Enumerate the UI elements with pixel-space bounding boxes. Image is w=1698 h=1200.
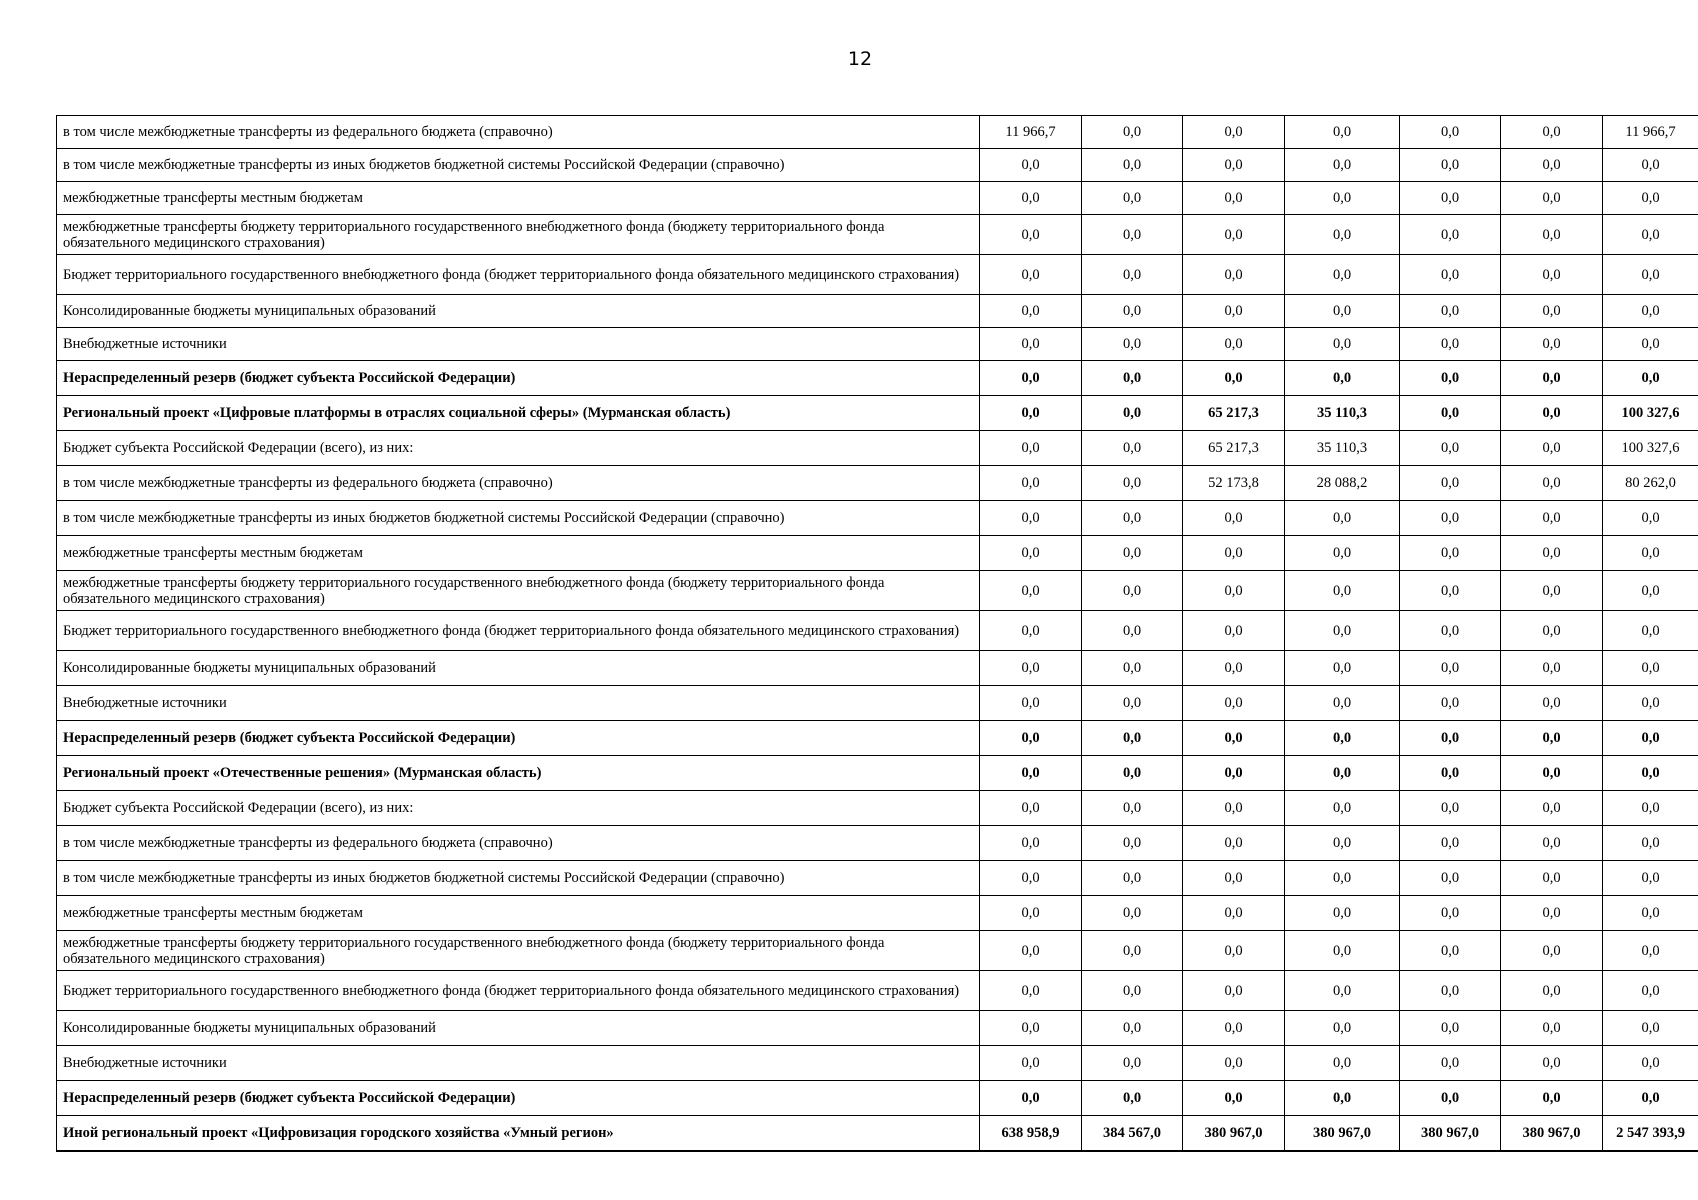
row-value-col-6: 0,0 bbox=[1501, 1081, 1603, 1116]
table-row bbox=[57, 1116, 1698, 1151]
row-value-col-5: 0,0 bbox=[1400, 896, 1501, 931]
row-value-col-7: 0,0 bbox=[1603, 149, 1698, 182]
row-value-col-1: 0,0 bbox=[980, 149, 1082, 182]
row-value-col-4: 0,0 bbox=[1285, 756, 1400, 791]
row-value-col-1: 0,0 bbox=[980, 611, 1082, 651]
row-label: Нераспределенный резерв (бюджет субъекта Российской Федерации) bbox=[57, 721, 980, 756]
row-value-col-6: 0,0 bbox=[1501, 361, 1603, 396]
row-value-col-2: 0,0 bbox=[1082, 328, 1183, 361]
row-label: Консолидированные бюджеты муниципальных образований bbox=[57, 1011, 980, 1046]
row-value-col-5: 0,0 bbox=[1400, 501, 1501, 536]
table-row bbox=[57, 1046, 1698, 1081]
row-value-col-4: 0,0 bbox=[1285, 536, 1400, 571]
row-value-col-4: 0,0 bbox=[1285, 328, 1400, 361]
row-value-col-7: 0,0 bbox=[1603, 1081, 1698, 1116]
row-value-col-5: 0,0 bbox=[1400, 611, 1501, 651]
row-value-col-5: 0,0 bbox=[1400, 536, 1501, 571]
row-value-col-7: 0,0 bbox=[1603, 791, 1698, 826]
row-value-col-3: 0,0 bbox=[1183, 896, 1285, 931]
row-value-col-5: 0,0 bbox=[1400, 116, 1501, 149]
row-value-col-6: 0,0 bbox=[1501, 536, 1603, 571]
row-value-col-6: 0,0 bbox=[1501, 721, 1603, 756]
table-row bbox=[57, 215, 1698, 255]
row-value-col-7: 0,0 bbox=[1603, 1046, 1698, 1081]
row-value-col-2: 0,0 bbox=[1082, 536, 1183, 571]
row-value-col-3: 65 217,3 bbox=[1183, 431, 1285, 466]
table-row bbox=[57, 896, 1698, 931]
row-value-col-4: 0,0 bbox=[1285, 791, 1400, 826]
row-value-col-1: 0,0 bbox=[980, 721, 1082, 756]
row-value-col-5: 0,0 bbox=[1400, 1011, 1501, 1046]
row-value-col-3: 0,0 bbox=[1183, 756, 1285, 791]
row-value-col-5: 0,0 bbox=[1400, 826, 1501, 861]
row-value-col-2: 0,0 bbox=[1082, 149, 1183, 182]
row-value-col-2: 0,0 bbox=[1082, 756, 1183, 791]
row-value-col-5: 0,0 bbox=[1400, 215, 1501, 255]
row-value-col-2: 0,0 bbox=[1082, 971, 1183, 1011]
row-value-col-2: 0,0 bbox=[1082, 791, 1183, 826]
row-value-col-7: 0,0 bbox=[1603, 328, 1698, 361]
row-value-col-3: 0,0 bbox=[1183, 651, 1285, 686]
row-value-col-2: 0,0 bbox=[1082, 466, 1183, 501]
row-value-col-3: 0,0 bbox=[1183, 1046, 1285, 1081]
table-row bbox=[57, 686, 1698, 721]
row-value-col-6: 380 967,0 bbox=[1501, 1116, 1603, 1151]
row-value-col-7: 100 327,6 bbox=[1603, 431, 1698, 466]
row-value-col-2: 0,0 bbox=[1082, 611, 1183, 651]
row-value-col-3: 0,0 bbox=[1183, 116, 1285, 149]
row-label: Консолидированные бюджеты муниципальных образований bbox=[57, 295, 980, 328]
row-value-col-4: 0,0 bbox=[1285, 295, 1400, 328]
row-value-col-7: 0,0 bbox=[1603, 756, 1698, 791]
row-value-col-2: 0,0 bbox=[1082, 826, 1183, 861]
row-label: межбюджетные трансферты местным бюджетам bbox=[57, 896, 980, 931]
row-value-col-4: 0,0 bbox=[1285, 686, 1400, 721]
row-value-col-1: 0,0 bbox=[980, 501, 1082, 536]
row-value-col-3: 0,0 bbox=[1183, 1011, 1285, 1046]
row-value-col-5: 0,0 bbox=[1400, 651, 1501, 686]
row-value-col-3: 0,0 bbox=[1183, 791, 1285, 826]
row-value-col-1: 0,0 bbox=[980, 1081, 1082, 1116]
row-value-col-7: 0,0 bbox=[1603, 861, 1698, 896]
table-row bbox=[57, 1081, 1698, 1116]
row-value-col-4: 0,0 bbox=[1285, 149, 1400, 182]
row-label: Внебюджетные источники bbox=[57, 1046, 980, 1081]
row-value-col-2: 0,0 bbox=[1082, 721, 1183, 756]
row-value-col-7: 0,0 bbox=[1603, 215, 1698, 255]
row-value-col-4: 35 110,3 bbox=[1285, 431, 1400, 466]
row-value-col-6: 0,0 bbox=[1501, 861, 1603, 896]
table-row bbox=[57, 149, 1698, 182]
row-value-col-6: 0,0 bbox=[1501, 149, 1603, 182]
table-row bbox=[57, 536, 1698, 571]
row-value-col-4: 0,0 bbox=[1285, 501, 1400, 536]
row-value-col-2: 0,0 bbox=[1082, 431, 1183, 466]
row-value-col-3: 52 173,8 bbox=[1183, 466, 1285, 501]
row-value-col-3: 0,0 bbox=[1183, 721, 1285, 756]
row-label: межбюджетные трансферты бюджету территориального государственного внебюджетного фонда (бюджету территориального фонда обязательного медицинского страхования) bbox=[57, 931, 980, 971]
row-value-col-2: 0,0 bbox=[1082, 182, 1183, 215]
row-value-col-6: 0,0 bbox=[1501, 255, 1603, 295]
row-value-col-3: 0,0 bbox=[1183, 215, 1285, 255]
row-value-col-5: 0,0 bbox=[1400, 182, 1501, 215]
row-value-col-5: 0,0 bbox=[1400, 756, 1501, 791]
row-value-col-1: 0,0 bbox=[980, 686, 1082, 721]
row-value-col-3: 0,0 bbox=[1183, 1081, 1285, 1116]
row-value-col-5: 0,0 bbox=[1400, 396, 1501, 431]
row-label: в том числе межбюджетные трансферты из федерального бюджета (справочно) bbox=[57, 826, 980, 861]
row-value-col-1: 0,0 bbox=[980, 255, 1082, 295]
row-value-col-1: 0,0 bbox=[980, 861, 1082, 896]
row-value-col-1: 0,0 bbox=[980, 1046, 1082, 1081]
row-value-col-4: 0,0 bbox=[1285, 931, 1400, 971]
table-row bbox=[57, 721, 1698, 756]
row-value-col-7: 100 327,6 bbox=[1603, 396, 1698, 431]
row-value-col-1: 0,0 bbox=[980, 295, 1082, 328]
row-value-col-4: 0,0 bbox=[1285, 116, 1400, 149]
row-value-col-3: 0,0 bbox=[1183, 571, 1285, 611]
row-label: межбюджетные трансферты местным бюджетам bbox=[57, 536, 980, 571]
table-row bbox=[57, 396, 1698, 431]
row-value-col-4: 35 110,3 bbox=[1285, 396, 1400, 431]
row-value-col-3: 0,0 bbox=[1183, 361, 1285, 396]
row-value-col-7: 0,0 bbox=[1603, 182, 1698, 215]
row-value-col-1: 0,0 bbox=[980, 215, 1082, 255]
row-value-col-7: 11 966,7 bbox=[1603, 116, 1698, 149]
row-value-col-7: 0,0 bbox=[1603, 255, 1698, 295]
row-value-col-4: 380 967,0 bbox=[1285, 1116, 1400, 1151]
table-row bbox=[57, 611, 1698, 651]
row-value-col-7: 0,0 bbox=[1603, 536, 1698, 571]
row-value-col-1: 0,0 bbox=[980, 361, 1082, 396]
row-value-col-4: 0,0 bbox=[1285, 651, 1400, 686]
row-label: Бюджет субъекта Российской Федерации (всего), из них: bbox=[57, 791, 980, 826]
row-value-col-7: 0,0 bbox=[1603, 361, 1698, 396]
table-row bbox=[57, 466, 1698, 501]
row-label: Внебюджетные источники bbox=[57, 328, 980, 361]
row-value-col-2: 0,0 bbox=[1082, 396, 1183, 431]
row-value-col-1: 0,0 bbox=[980, 756, 1082, 791]
row-value-col-3: 0,0 bbox=[1183, 826, 1285, 861]
row-label: в том числе межбюджетные трансферты из иных бюджетов бюджетной системы Российской Федерации (справочно) bbox=[57, 149, 980, 182]
row-value-col-3: 0,0 bbox=[1183, 611, 1285, 651]
row-value-col-1: 0,0 bbox=[980, 396, 1082, 431]
row-value-col-4: 0,0 bbox=[1285, 971, 1400, 1011]
row-value-col-4: 0,0 bbox=[1285, 571, 1400, 611]
row-value-col-6: 0,0 bbox=[1501, 295, 1603, 328]
row-value-col-3: 0,0 bbox=[1183, 686, 1285, 721]
row-value-col-2: 0,0 bbox=[1082, 361, 1183, 396]
table-row bbox=[57, 971, 1698, 1011]
row-value-col-5: 0,0 bbox=[1400, 328, 1501, 361]
row-label: Нераспределенный резерв (бюджет субъекта Российской Федерации) bbox=[57, 1081, 980, 1116]
table-row bbox=[57, 826, 1698, 861]
row-value-col-7: 0,0 bbox=[1603, 571, 1698, 611]
row-label: в том числе межбюджетные трансферты из федерального бюджета (справочно) bbox=[57, 116, 980, 149]
row-value-col-4: 0,0 bbox=[1285, 215, 1400, 255]
row-value-col-7: 0,0 bbox=[1603, 295, 1698, 328]
row-label: межбюджетные трансферты местным бюджетам bbox=[57, 182, 980, 215]
row-value-col-5: 0,0 bbox=[1400, 721, 1501, 756]
row-value-col-6: 0,0 bbox=[1501, 215, 1603, 255]
row-value-col-1: 0,0 bbox=[980, 651, 1082, 686]
row-value-col-2: 384 567,0 bbox=[1082, 1116, 1183, 1151]
row-value-col-7: 80 262,0 bbox=[1603, 466, 1698, 501]
table-row bbox=[57, 791, 1698, 826]
row-value-col-1: 0,0 bbox=[980, 182, 1082, 215]
row-value-col-5: 0,0 bbox=[1400, 1046, 1501, 1081]
row-value-col-5: 0,0 bbox=[1400, 255, 1501, 295]
row-value-col-4: 0,0 bbox=[1285, 896, 1400, 931]
page-number: 12 bbox=[847, 48, 873, 70]
row-value-col-5: 0,0 bbox=[1400, 466, 1501, 501]
row-value-col-5: 0,0 bbox=[1400, 931, 1501, 971]
row-label: в том числе межбюджетные трансферты из иных бюджетов бюджетной системы Российской Федерации (справочно) bbox=[57, 861, 980, 896]
row-value-col-5: 0,0 bbox=[1400, 791, 1501, 826]
table-row bbox=[57, 756, 1698, 791]
row-value-col-6: 0,0 bbox=[1501, 756, 1603, 791]
row-value-col-5: 0,0 bbox=[1400, 295, 1501, 328]
row-value-col-3: 0,0 bbox=[1183, 931, 1285, 971]
table-row bbox=[57, 255, 1698, 295]
row-value-col-7: 0,0 bbox=[1603, 686, 1698, 721]
row-value-col-1: 11 966,7 bbox=[980, 116, 1082, 149]
row-value-col-2: 0,0 bbox=[1082, 686, 1183, 721]
row-label: в том числе межбюджетные трансферты из федерального бюджета (справочно) bbox=[57, 466, 980, 501]
row-value-col-7: 2 547 393,9 bbox=[1603, 1116, 1698, 1151]
row-label: Бюджет территориального государственного внебюджетного фонда (бюджет территориального фонда обязательного медицинского страхования) bbox=[57, 611, 980, 651]
row-value-col-4: 0,0 bbox=[1285, 1046, 1400, 1081]
row-value-col-6: 0,0 bbox=[1501, 328, 1603, 361]
row-value-col-7: 0,0 bbox=[1603, 826, 1698, 861]
row-value-col-2: 0,0 bbox=[1082, 215, 1183, 255]
table-row bbox=[57, 501, 1698, 536]
budget-table bbox=[56, 115, 1698, 1152]
row-value-col-4: 0,0 bbox=[1285, 1081, 1400, 1116]
row-value-col-1: 0,0 bbox=[980, 571, 1082, 611]
row-value-col-7: 0,0 bbox=[1603, 611, 1698, 651]
row-value-col-4: 0,0 bbox=[1285, 826, 1400, 861]
row-label: Нераспределенный резерв (бюджет субъекта Российской Федерации) bbox=[57, 361, 980, 396]
row-value-col-2: 0,0 bbox=[1082, 861, 1183, 896]
row-label: Региональный проект «Отечественные решения» (Мурманская область) bbox=[57, 756, 980, 791]
row-value-col-3: 0,0 bbox=[1183, 295, 1285, 328]
row-value-col-1: 0,0 bbox=[980, 896, 1082, 931]
table-row bbox=[57, 861, 1698, 896]
table-row bbox=[57, 182, 1698, 215]
row-value-col-3: 0,0 bbox=[1183, 149, 1285, 182]
row-value-col-6: 0,0 bbox=[1501, 686, 1603, 721]
table-row bbox=[57, 116, 1698, 149]
row-value-col-4: 0,0 bbox=[1285, 361, 1400, 396]
row-label: межбюджетные трансферты бюджету территориального государственного внебюджетного фонда (бюджету территориального фонда обязательного медицинского страхования) bbox=[57, 215, 980, 255]
row-value-col-7: 0,0 bbox=[1603, 1011, 1698, 1046]
row-value-col-2: 0,0 bbox=[1082, 255, 1183, 295]
row-value-col-4: 0,0 bbox=[1285, 861, 1400, 896]
row-value-col-6: 0,0 bbox=[1501, 466, 1603, 501]
row-label: Бюджет территориального государственного внебюджетного фонда (бюджет территориального фонда обязательного медицинского страхования) bbox=[57, 255, 980, 295]
row-value-col-3: 380 967,0 bbox=[1183, 1116, 1285, 1151]
row-value-col-6: 0,0 bbox=[1501, 791, 1603, 826]
row-value-col-4: 0,0 bbox=[1285, 1011, 1400, 1046]
row-value-col-1: 0,0 bbox=[980, 826, 1082, 861]
row-value-col-3: 0,0 bbox=[1183, 182, 1285, 215]
row-value-col-7: 0,0 bbox=[1603, 896, 1698, 931]
row-value-col-3: 0,0 bbox=[1183, 861, 1285, 896]
row-value-col-6: 0,0 bbox=[1501, 182, 1603, 215]
row-value-col-4: 28 088,2 bbox=[1285, 466, 1400, 501]
row-value-col-2: 0,0 bbox=[1082, 116, 1183, 149]
row-value-col-1: 0,0 bbox=[980, 971, 1082, 1011]
row-value-col-4: 0,0 bbox=[1285, 255, 1400, 295]
row-value-col-2: 0,0 bbox=[1082, 896, 1183, 931]
row-value-col-5: 0,0 bbox=[1400, 571, 1501, 611]
row-value-col-7: 0,0 bbox=[1603, 971, 1698, 1011]
row-value-col-5: 0,0 bbox=[1400, 1081, 1501, 1116]
row-value-col-6: 0,0 bbox=[1501, 896, 1603, 931]
row-value-col-6: 0,0 bbox=[1501, 1011, 1603, 1046]
row-value-col-2: 0,0 bbox=[1082, 1046, 1183, 1081]
row-label: Иной региональный проект «Цифровизация городского хозяйства «Умный регион» bbox=[57, 1116, 980, 1151]
row-value-col-1: 0,0 bbox=[980, 1011, 1082, 1046]
row-value-col-2: 0,0 bbox=[1082, 295, 1183, 328]
row-value-col-6: 0,0 bbox=[1501, 611, 1603, 651]
row-value-col-3: 0,0 bbox=[1183, 255, 1285, 295]
row-value-col-6: 0,0 bbox=[1501, 1046, 1603, 1081]
row-value-col-1: 0,0 bbox=[980, 536, 1082, 571]
row-value-col-6: 0,0 bbox=[1501, 971, 1603, 1011]
table-row bbox=[57, 361, 1698, 396]
row-value-col-2: 0,0 bbox=[1082, 1011, 1183, 1046]
row-label: Бюджет территориального государственного внебюджетного фонда (бюджет территориального фонда обязательного медицинского страхования) bbox=[57, 971, 980, 1011]
table-row bbox=[57, 295, 1698, 328]
table-body bbox=[57, 116, 1698, 1151]
row-value-col-6: 0,0 bbox=[1501, 396, 1603, 431]
table-row bbox=[57, 651, 1698, 686]
row-value-col-6: 0,0 bbox=[1501, 116, 1603, 149]
row-label: Региональный проект «Цифровые платформы в отраслях социальной сферы» (Мурманская область) bbox=[57, 396, 980, 431]
row-value-col-2: 0,0 bbox=[1082, 651, 1183, 686]
table-row bbox=[57, 328, 1698, 361]
row-value-col-6: 0,0 bbox=[1501, 826, 1603, 861]
row-value-col-6: 0,0 bbox=[1501, 931, 1603, 971]
row-value-col-6: 0,0 bbox=[1501, 571, 1603, 611]
row-label: Бюджет субъекта Российской Федерации (всего), из них: bbox=[57, 431, 980, 466]
row-value-col-7: 0,0 bbox=[1603, 651, 1698, 686]
table-row bbox=[57, 431, 1698, 466]
row-value-col-3: 0,0 bbox=[1183, 328, 1285, 361]
row-value-col-5: 0,0 bbox=[1400, 686, 1501, 721]
row-value-col-6: 0,0 bbox=[1501, 501, 1603, 536]
row-value-col-4: 0,0 bbox=[1285, 182, 1400, 215]
row-value-col-2: 0,0 bbox=[1082, 1081, 1183, 1116]
row-value-col-3: 0,0 bbox=[1183, 501, 1285, 536]
row-value-col-1: 638 958,9 bbox=[980, 1116, 1082, 1151]
row-label: в том числе межбюджетные трансферты из иных бюджетов бюджетной системы Российской Федерации (справочно) bbox=[57, 501, 980, 536]
row-value-col-5: 0,0 bbox=[1400, 431, 1501, 466]
row-value-col-5: 0,0 bbox=[1400, 971, 1501, 1011]
row-value-col-1: 0,0 bbox=[980, 791, 1082, 826]
table-row bbox=[57, 931, 1698, 971]
row-value-col-3: 65 217,3 bbox=[1183, 396, 1285, 431]
row-value-col-2: 0,0 bbox=[1082, 931, 1183, 971]
row-label: Внебюджетные источники bbox=[57, 686, 980, 721]
row-value-col-1: 0,0 bbox=[980, 931, 1082, 971]
row-value-col-5: 380 967,0 bbox=[1400, 1116, 1501, 1151]
row-value-col-3: 0,0 bbox=[1183, 536, 1285, 571]
row-label: межбюджетные трансферты бюджету территориального государственного внебюджетного фонда (бюджету территориального фонда обязательного медицинского страхования) bbox=[57, 571, 980, 611]
table-row bbox=[57, 571, 1698, 611]
table-row bbox=[57, 1011, 1698, 1046]
row-value-col-2: 0,0 bbox=[1082, 501, 1183, 536]
row-value-col-5: 0,0 bbox=[1400, 361, 1501, 396]
row-value-col-4: 0,0 bbox=[1285, 611, 1400, 651]
row-value-col-1: 0,0 bbox=[980, 431, 1082, 466]
row-value-col-7: 0,0 bbox=[1603, 721, 1698, 756]
row-label: Консолидированные бюджеты муниципальных образований bbox=[57, 651, 980, 686]
row-value-col-5: 0,0 bbox=[1400, 861, 1501, 896]
row-value-col-3: 0,0 bbox=[1183, 971, 1285, 1011]
row-value-col-4: 0,0 bbox=[1285, 721, 1400, 756]
row-value-col-7: 0,0 bbox=[1603, 501, 1698, 536]
row-value-col-6: 0,0 bbox=[1501, 431, 1603, 466]
row-value-col-1: 0,0 bbox=[980, 466, 1082, 501]
row-value-col-1: 0,0 bbox=[980, 328, 1082, 361]
row-value-col-2: 0,0 bbox=[1082, 571, 1183, 611]
row-value-col-5: 0,0 bbox=[1400, 149, 1501, 182]
row-value-col-6: 0,0 bbox=[1501, 651, 1603, 686]
row-value-col-7: 0,0 bbox=[1603, 931, 1698, 971]
